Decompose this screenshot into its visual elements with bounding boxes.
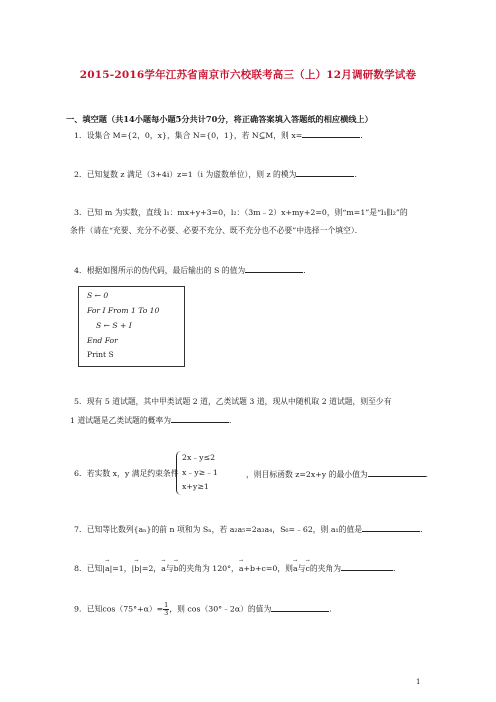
question-6-post: ，则目标函数 z=2x+y 的最小值为 [246, 470, 368, 479]
question-9-func: cos（75°+α）= [102, 604, 164, 614]
question-end: ． [303, 266, 311, 275]
question-3-line-2: 条件（请在“充要、充分不必要、必要不充分、既不充分也不必要”中选择一个填空）． [70, 226, 363, 235]
question-9-pre: 9．已知 [74, 604, 103, 614]
question-end: ． [425, 470, 434, 479]
question-2 [74, 168, 362, 180]
question-8-part: 的夹角为 [309, 564, 341, 573]
vector-sum: → a+b+c=0 [239, 563, 278, 574]
code-line-5: Print S [87, 350, 114, 359]
vector-b: → b [174, 563, 179, 574]
question-7 [74, 523, 428, 535]
vector-c: → c [305, 563, 309, 574]
vector-a: → a [161, 563, 166, 574]
question-end: ． [354, 170, 363, 179]
code-line-3: S ← S + I [96, 321, 132, 330]
question-9 [74, 602, 337, 617]
vector-b: → b [134, 563, 139, 574]
answer-blank [296, 168, 354, 177]
answer-blank [245, 264, 303, 273]
exam-title: 2015-2016学年江苏省南京市六校联考高三（上）12月调研数学试卷 [79, 69, 417, 81]
question-3 [70, 207, 408, 236]
question-5-line-1: 5．现有 5 道试题，其中甲类试题 2 道，乙类试题 3 道，现从中随机取 2 道试题，则至少有 [74, 397, 392, 406]
constraint-system [176, 451, 236, 495]
code-line-4: End For [87, 336, 118, 345]
question-1 [74, 129, 368, 141]
answer-blank [362, 523, 420, 532]
question-8-part: ，则 [277, 564, 293, 573]
answer-blank [341, 562, 393, 571]
question-6-tail [246, 468, 433, 480]
section-heading: 一、填空题（共14小题每小题5分共计70分，将正确答案填入答题纸的相应横线上） [66, 114, 373, 124]
question-6 [74, 468, 178, 479]
fraction-denominator: 3 [164, 609, 169, 617]
constraint-1: 2x﹣y≤2 [182, 453, 216, 462]
fraction-numerator: 1 [164, 601, 169, 609]
question-8-part: 与 [297, 564, 306, 573]
question-5-line-2: 1 道试题是乙类试题的概率为 [70, 416, 172, 425]
question-9-post: ，则 cos（30°﹣2α）的值为 [169, 604, 272, 614]
answer-blank [171, 414, 229, 423]
vector-a: → a [293, 563, 298, 574]
pseudocode-box [78, 286, 185, 367]
question-8-part: 8．已知| [74, 564, 105, 573]
question-2-text: 2．已知复数 z 满足（3+4i）z=1（i 为虚数单位），则 z 的模为 [74, 170, 297, 179]
question-end: ． [360, 131, 369, 140]
question-8-part: |=1，| [109, 564, 135, 573]
question-8-part: 与 [165, 564, 174, 573]
question-8-part: |=2， [139, 564, 162, 573]
vector-a: → a [105, 563, 110, 574]
answer-blank [368, 468, 426, 477]
question-7-text: 7．已知等比数列{aₙ}的前 n 项和为 Sₙ，若 a₂a₅=2a₃a₄，S₆=﹣62，则 a₁的值是 [74, 525, 363, 534]
question-1-text: 1．设集合 M={2，0，x}，集合 N={0，1}，若 N⊆M，则 x= [74, 131, 303, 140]
question-4-text: 4．根据如图所示的伪代码，最后输出的 S 的值为 [74, 266, 246, 275]
question-end: ． [393, 564, 401, 573]
question-8-part: 的夹角为 120°， [178, 564, 239, 573]
code-line-2: For I From 1 To 10 [87, 306, 160, 315]
constraint-2: x﹣y≥﹣1 [182, 468, 218, 477]
question-end: ． [329, 604, 338, 614]
question-8 [74, 562, 401, 574]
code-line-1: S ← 0 [87, 291, 109, 300]
page-number: 1 [416, 678, 421, 686]
question-4 [74, 264, 311, 276]
question-end: ． [229, 416, 237, 425]
constraint-3: x+y≥1 [182, 482, 209, 491]
answer-blank [271, 603, 329, 612]
question-end: ． [420, 525, 428, 534]
answer-blank [302, 129, 360, 138]
question-5 [70, 396, 392, 426]
question-6-text: 6．若实数 x，y 满足约束条件 [74, 469, 179, 478]
question-3-line-1: 3．已知 m 为实数，直线 l₁：mx+y+3=0，l₂：（3m﹣2）x+my+2=0，则“m=1”是“l₁∥l₂”的 [74, 208, 408, 217]
